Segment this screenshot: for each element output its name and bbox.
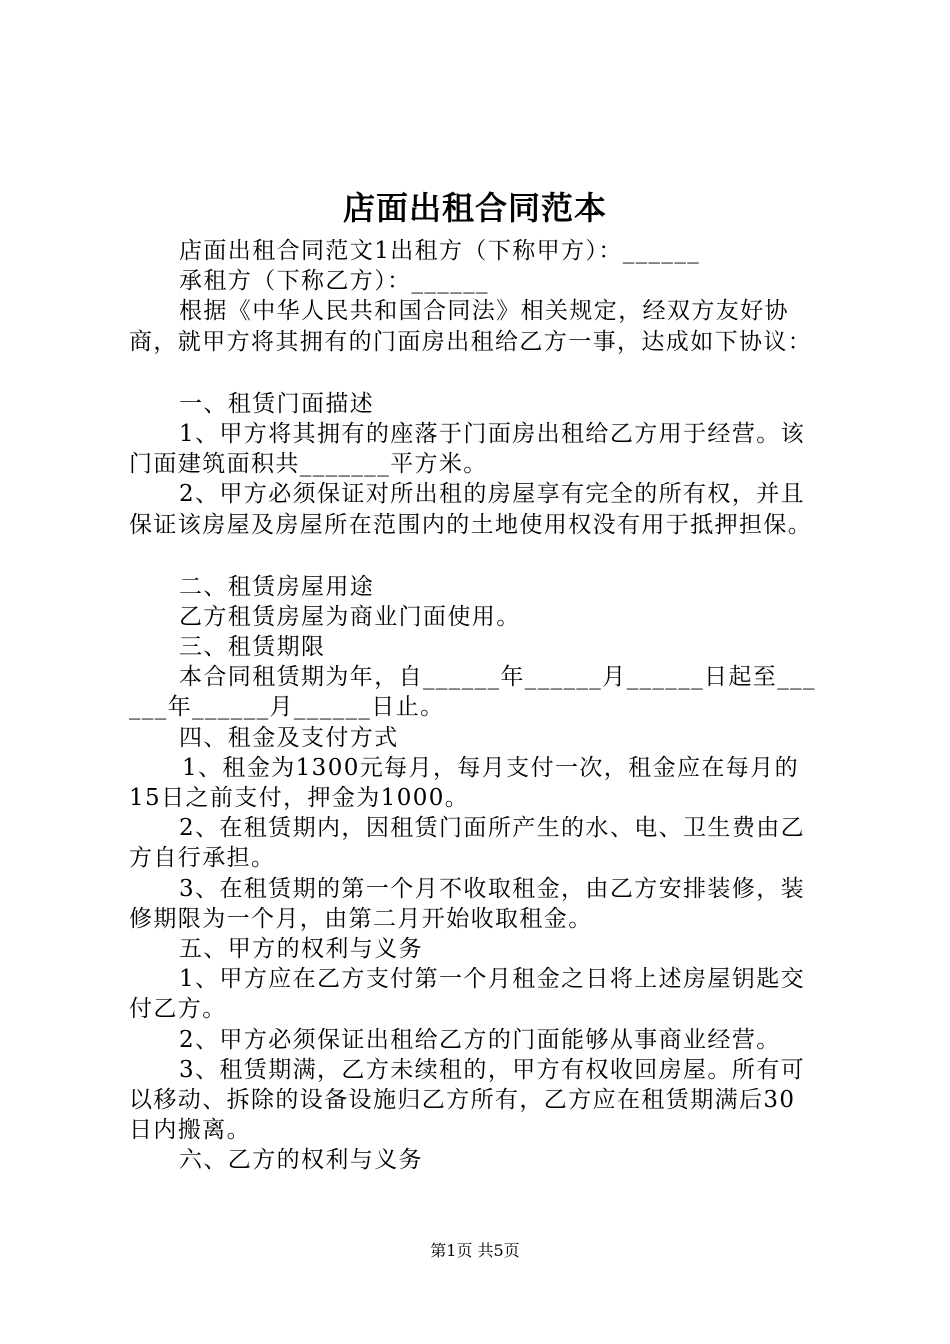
body-line: 日内搬离。 — [129, 1117, 251, 1144]
body-line: 1、甲方将其拥有的座落于门面房出租给乙方用于经营。该 — [179, 420, 806, 447]
body-line: 1、租金为1300元每月，每月支付一次，租金应在每月的 — [182, 754, 799, 781]
body-line: 门面建筑面积共_______平方米。 — [129, 451, 488, 478]
body-line: 方自行承担。 — [129, 845, 276, 872]
blank-line — [129, 540, 853, 572]
body-line: 15日之前支付，押金为1000。 — [129, 785, 470, 811]
section-heading: 六、乙方的权利与义务 — [179, 1147, 423, 1174]
body-line: 本合同租赁期为年，自______年______月______日起至___ — [179, 664, 816, 691]
body-line: 店面出租合同范文1出租方（下称甲方）：______ — [179, 238, 701, 264]
section-heading: 四、租金及支付方式 — [179, 724, 399, 751]
body-line: 2、甲方必须保证对所出租的房屋享有完全的所有权，并且 — [179, 481, 806, 508]
section-heading: 一、租赁门面描述 — [179, 390, 375, 417]
body-line: 商，就甲方将其拥有的门面房出租给乙方一事，达成如下协议： — [129, 328, 813, 355]
document-body — [129, 236, 853, 1175]
section-heading: 二、租赁房屋用途 — [179, 573, 375, 600]
section-heading: 五、甲方的权利与义务 — [179, 935, 423, 962]
body-line: 付乙方。 — [129, 996, 227, 1023]
blank-line — [129, 357, 853, 389]
body-line: 乙方租赁房屋为商业门面使用。 — [179, 603, 521, 630]
page-number-footer: 第1页 共5页 — [430, 1241, 520, 1260]
body-line: 修期限为一个月，由第二月开始收取租金。 — [129, 905, 593, 932]
section-heading: 三、租赁期限 — [179, 634, 326, 661]
body-line: 以移动、拆除的设备设施归乙方所有，乙方应在租赁期满后30 — [129, 1086, 796, 1113]
body-line: 2、在租赁期内，因租赁门面所产生的水、电、卫生费由乙 — [179, 815, 806, 842]
body-line: 3、在租赁期的第一个月不收取租金，由乙方安排装修，装 — [179, 875, 806, 902]
body-line: ___年______月______日止。 — [129, 694, 445, 721]
body-line: 保证该房屋及房屋所在范围内的土地使用权没有用于抵押担保。 — [129, 511, 813, 538]
body-line: 根据《中华人民共和国合同法》相关规定，经双方友好协 — [179, 298, 789, 325]
body-line: 3、租赁期满，乙方未续租的，甲方有权收回房屋。所有可 — [179, 1056, 806, 1083]
body-line: 1、甲方应在乙方支付第一个月租金之日将上述房屋钥匙交 — [179, 966, 806, 993]
body-line: 承租方（下称乙方）：______ — [179, 268, 489, 295]
body-line: 2、甲方必须保证出租给乙方的门面能够从事商业经营。 — [179, 1026, 781, 1053]
document-title: 店面出租合同范本 — [342, 189, 607, 227]
